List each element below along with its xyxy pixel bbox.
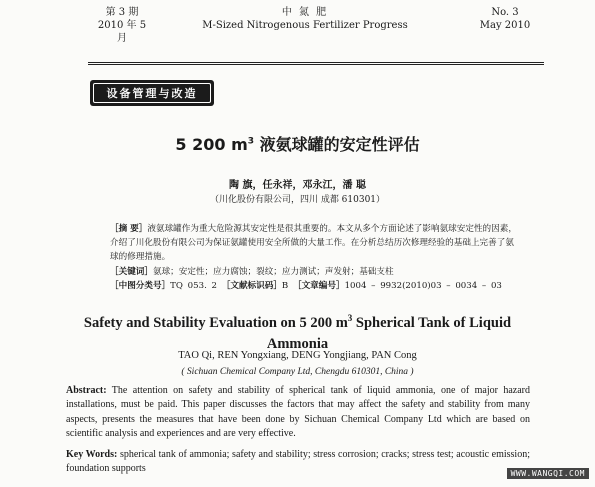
en-affiliation: ( Sichuan Chemical Company Ltd, Chengdu 610301, China ) [181, 367, 414, 377]
cn-title-sup: 3 [247, 136, 255, 147]
cn-title [0, 132, 595, 155]
en-abstract-label: Abstract: [66, 385, 107, 396]
header-journal-en: M-Sized Nitrogenous Fertilizer Progress [202, 20, 408, 31]
cn-doc-value: B [281, 281, 289, 291]
header-journal-block [200, 6, 410, 32]
cn-class-label: ［中图分类号］ [110, 281, 171, 291]
en-title-post: Spherical Tank of Liquid Ammonia [266, 314, 512, 352]
cn-class-value: TQ 053. 2 [170, 281, 218, 291]
cn-affiliation: （川化股份有限公司，四川 成都 610301） [209, 195, 386, 205]
en-abstract [66, 384, 530, 442]
cn-title-post: 液氨球罐的安定性评估 [254, 135, 420, 154]
en-abstract-text: The attention on safety and stability of spherical tank of liquid ammonia, one of major hazard installations, must be paid. This paper discusses the factors that may affect the safety and stability from many aspects, presents the measures that have been done by Sichuan Chemical Company Ltd which are based on scientific analysis and experiences and are very effective. [66, 385, 530, 440]
cn-authors: 陶 旗，任永祥，邓永江，潘 聪 [229, 180, 366, 191]
header-issue-block [92, 6, 152, 45]
section-banner-label: 设备管理与改造 [93, 83, 211, 103]
header-date-cn: 2010 年 5 月 [97, 20, 147, 44]
en-keywords-label: Key Words: [66, 449, 118, 460]
cn-keywords [110, 266, 520, 279]
cn-abstract [110, 222, 520, 264]
cn-article-label: ［文章编号］ [292, 281, 345, 291]
section-banner [90, 80, 214, 106]
header-rule [88, 62, 544, 63]
en-title [60, 308, 535, 355]
en-keywords-text: spherical tank of ammonia; safety and stability; stress corrosion; cracks; stress test; acoustic emission; foundation supports [66, 449, 530, 475]
en-title-pre: Safety and Stability Evaluation on 5 200 m [83, 314, 348, 331]
header-rule-thin [88, 64, 544, 65]
cn-abstract-text: 液氨球罐作为重大危险源其安定性是很其重要的。本文从多个方面论述了影响氨球安定性的因素，介绍了川化股份有限公司为保证氨罐使用安全所做的大量工作。在分析总结历次修理经验的基础上完善了氨球的修理措施。 [110, 224, 517, 262]
header-issue-en-block [470, 6, 540, 32]
header-journal-cn: 中 氮 肥 [281, 7, 329, 18]
cn-classification [110, 280, 520, 293]
en-authors: TAO Qi, REN Yongxiang, DENG Yongjiang, PAN Cong [178, 350, 417, 361]
en-title-sup: 3 [347, 313, 353, 323]
header-issue: 第 3 期 [105, 7, 139, 18]
cn-keywords-text: 氨球；安定性；应力腐蚀；裂纹；应力测试；声发射；基础支柱 [152, 267, 394, 277]
cn-doc-label: ［文献标识码］ [221, 281, 282, 291]
en-keywords [66, 448, 530, 477]
cn-title-pre: 5 200 m [175, 135, 248, 154]
header-issue-en: No. 3 [491, 7, 519, 18]
cn-keywords-label: ［关键词］ [110, 267, 153, 277]
header-date-en: May 2010 [479, 20, 531, 31]
cn-abstract-label: ［摘 要］ [110, 224, 148, 234]
watermark: WWW.WANGQI.COM [507, 468, 589, 479]
cn-article-value: 1004 – 9932(2010)03 – 0034 – 03 [344, 281, 502, 291]
